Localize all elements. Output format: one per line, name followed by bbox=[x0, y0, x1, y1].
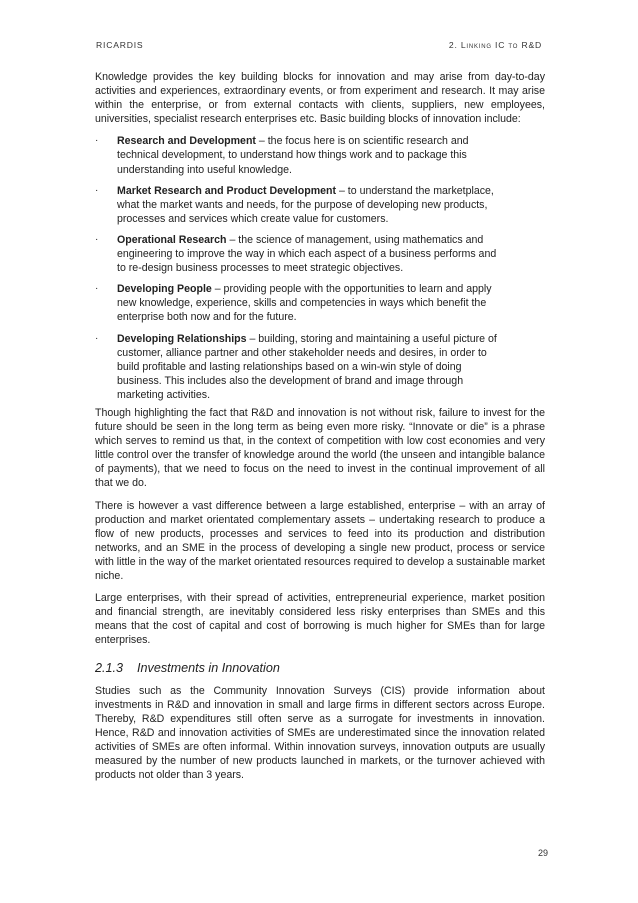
sme-difference-paragraph: There is however a vast difference between a large established, enterprise – with an array of production and market orientated complementary assets – undertaking research to produce a flow of new products, processes and services to feed into its production and distribution networks, and an SME in the process of developing a single new product, process or service with little in the way of the market orientated resources required to develop a sustainable market niche. bbox=[95, 499, 545, 582]
list-item bbox=[95, 332, 507, 402]
intro-paragraph: Knowledge provides the key building blocks for innovation and may arise from day-to-day activities and experiences, extraordinary events, or from experiment and research. It may arise within the enterprise, or from external contacts with clients, suppliers, new employees, universities, specialist research enterprises etc. Basic building blocks of innovation include: bbox=[95, 71, 545, 126]
page-number: 29 bbox=[537, 848, 548, 858]
bullet-text: – the science of management, using mathematics and engineering to improve the way in which each aspect of a business performs and to re-design business processes to meet strategic objectives. bbox=[117, 233, 497, 275]
list-item bbox=[95, 282, 507, 324]
risk-paragraph: Though highlighting the fact that R&D and innovation is not without risk, failure to invest for the future should be seen in the long term as being even more risky. “Innovate or die” is a phrase which serves to remind us that, in the context of competition with low cost economies and very little control over the transfer of knowledge around the world (the unseen and intangible balance of payments), that we need to focus on the need to invest in the continual improvement of all that we do. bbox=[95, 406, 545, 490]
large-enterprises-paragraph: Large enterprises, with their spread of activities, entrepreneurial experience, market position and financial strength, are inevitably considered less risky enterprises than SMEs and this means that the cost of capital and cost of borrowing is much higher for SMEs than for large enterprises. bbox=[95, 592, 545, 647]
section-heading bbox=[95, 661, 545, 675]
bullet-term: Developing People bbox=[117, 283, 212, 296]
section-title: Investments in Innovation bbox=[137, 661, 280, 676]
list-item bbox=[95, 184, 507, 226]
bullet-icon: · bbox=[95, 332, 99, 344]
bullet-text: – providing people with the opportunities to learn and apply new knowledge, experience, skills and competencies in ways which benefit the enterprise both now and for the future. bbox=[117, 283, 492, 324]
bullet-icon: · bbox=[95, 283, 99, 295]
bullet-icon: · bbox=[95, 184, 99, 196]
section-number: 2.1.3 bbox=[95, 661, 124, 676]
bullet-text: – the focus here is on scientific research and technical development, to understand how things work and to package this understanding into useful knowledge. bbox=[117, 135, 469, 176]
bullet-text: – to understand the marketplace, what the market wants and needs, for the purpose of developing new products, processes and services which create value for customers. bbox=[117, 184, 494, 225]
running-header-left: RICARDIS bbox=[96, 40, 144, 50]
bullet-text: – building, storing and maintaining a useful picture of customer, alliance partner and other stakeholder needs and desires, in order to build profitable and lasting relationships based on a win-win style of doing business. This includes also the development of brand and image through marketing activities. bbox=[117, 332, 497, 401]
running-header-right: 2. Linking IC to R&D bbox=[448, 40, 542, 50]
bullet-icon: · bbox=[95, 135, 99, 147]
body-text bbox=[95, 70, 545, 790]
bullet-term: Developing Relationships bbox=[117, 332, 247, 345]
investments-paragraph: Studies such as the Community Innovation Surveys (CIS) provide information about investments in R&D and innovation in small and large firms in different sectors across Europe. Thereby, R&D expenditures still often serve as a surrogate for investments in innovation. Hence, R&D and innovation activities of SMEs are underestimated since the innovation related activities of SMEs are often informal. Within innovation surveys, innovation outputs are usually measured by the number of new products launched in markets, or the turnover achieved with products not older than 3 years. bbox=[95, 684, 545, 782]
bullet-term: Research and Development bbox=[117, 135, 256, 148]
bullet-term: Operational Research bbox=[117, 233, 227, 246]
list-item bbox=[95, 134, 507, 176]
list-item bbox=[95, 233, 507, 275]
building-blocks-list bbox=[95, 134, 545, 402]
bullet-icon: · bbox=[95, 233, 99, 245]
bullet-term: Market Research and Product Development bbox=[117, 184, 337, 197]
